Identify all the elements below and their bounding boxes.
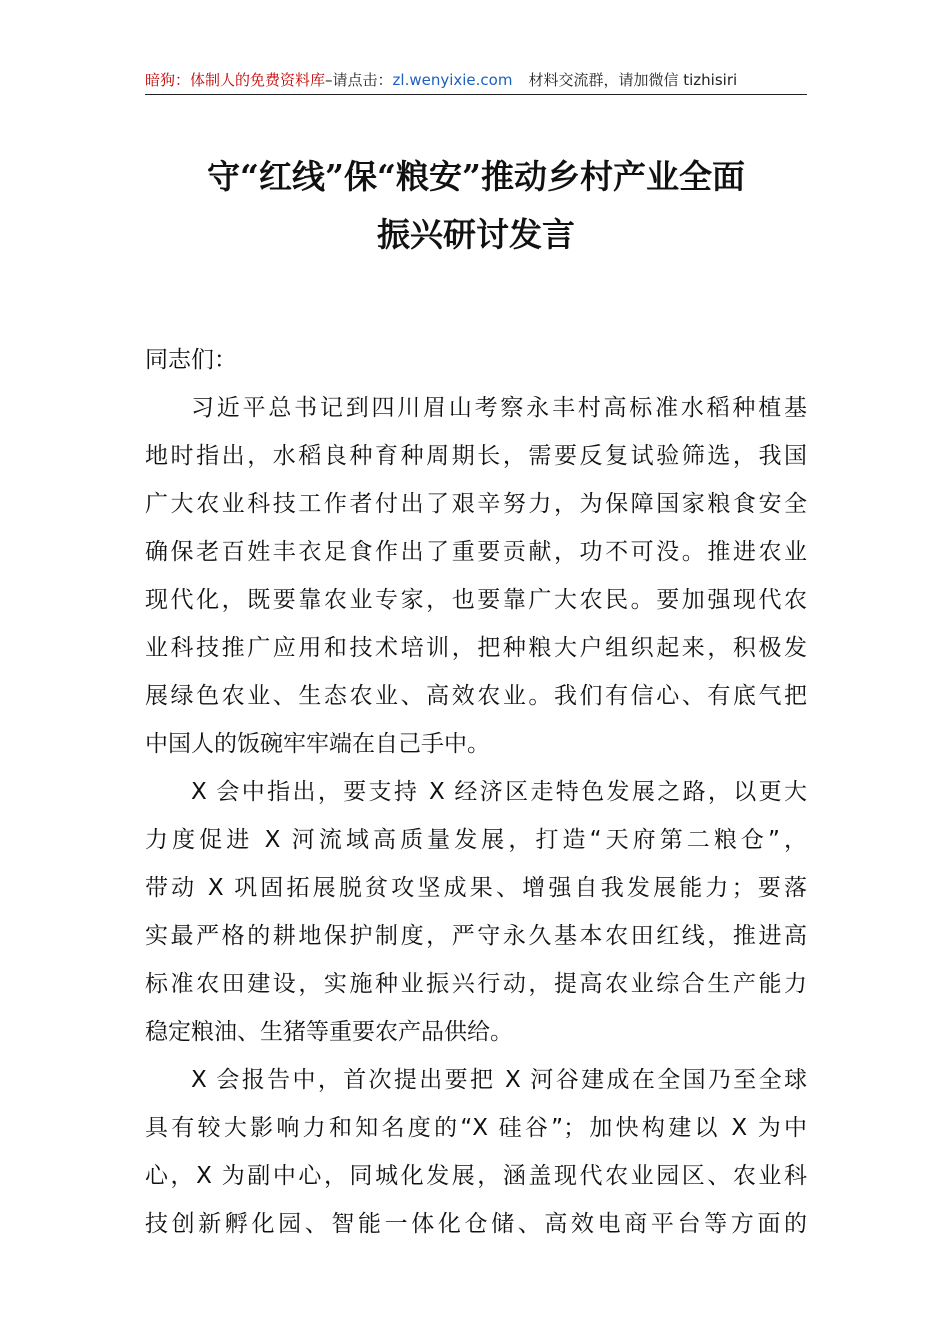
paragraph-line: 中国人的饭碗牢牢端在自己手中。	[145, 731, 490, 757]
header-divider	[145, 94, 807, 95]
paragraph-line: X 会报告中，首次提出要把 X 河谷建成在全国乃至全球	[191, 1067, 807, 1093]
paragraph-line: 现代化，既要靠农业专家，也要靠广大农民。要加强现代农	[145, 587, 807, 613]
paragraph-line: 广大农业科技工作者付出了艰辛努力，为保障国家粮食安全	[145, 491, 807, 517]
title-line-1: 守“红线”保“粮安”推动乡村产业全面	[207, 157, 745, 196]
paragraph-line: 业科技推广应用和技术培训，把种粮大户组织起来，积极发	[145, 635, 807, 661]
document-body	[145, 336, 807, 1248]
paragraph-2	[145, 768, 807, 1056]
header-separator: –请点击：	[325, 71, 393, 89]
paragraph-line: 实最严格的耕地保护制度，严守永久基本农田红线，推进高	[145, 923, 807, 949]
paragraph-line: 标准农田建设，实施种业振兴行动，提高农业综合生产能力	[145, 971, 807, 997]
salutation: 同志们：	[145, 347, 237, 373]
paragraph-line: X 会中指出，要支持 X 经济区走特色发展之路，以更大	[191, 779, 807, 805]
header-brand: 暗狗：体制人的免费资料库	[145, 71, 326, 89]
paragraph-line: 习近平总书记到四川眉山考察永丰村高标准水稻种植基	[191, 395, 807, 421]
title-line-2: 振兴研讨发言	[377, 215, 575, 254]
paragraph-line: 心，X 为副中心，同城化发展，涵盖现代农业园区、农业科	[145, 1163, 807, 1189]
paragraph-line: 带动 X 巩固拓展脱贫攻坚成果、增强自我发展能力；要落	[145, 875, 807, 901]
paragraph-1	[145, 384, 807, 768]
document-title	[145, 148, 807, 264]
page-header	[145, 66, 807, 94]
header-link[interactable]: zl.wenyixie.com	[392, 71, 513, 89]
paragraph-line: 力度促进 X 河流域高质量发展，打造“天府第二粮仓”，	[145, 827, 807, 853]
paragraph-line: 地时指出，水稻良种育种周期长，需要反复试验筛选，我国	[145, 443, 807, 469]
paragraph-3	[145, 1056, 807, 1248]
header-note: 材料交流群，请加微信 tizhisiri	[528, 71, 738, 89]
paragraph-line: 稳定粮油、生猪等重要农产品供给。	[145, 1019, 513, 1045]
paragraph-line: 技创新孵化园、智能一体化仓储、高效电商平台等方面的	[145, 1211, 807, 1237]
paragraph-line: 展绿色农业、生态农业、高效农业。我们有信心、有底气把	[145, 683, 807, 709]
paragraph-line: 确保老百姓丰衣足食作出了重要贡献，功不可没。推进农业	[145, 539, 807, 565]
paragraph-line: 具有较大影响力和知名度的“X 硅谷”；加快构建以 X 为中	[145, 1115, 807, 1141]
